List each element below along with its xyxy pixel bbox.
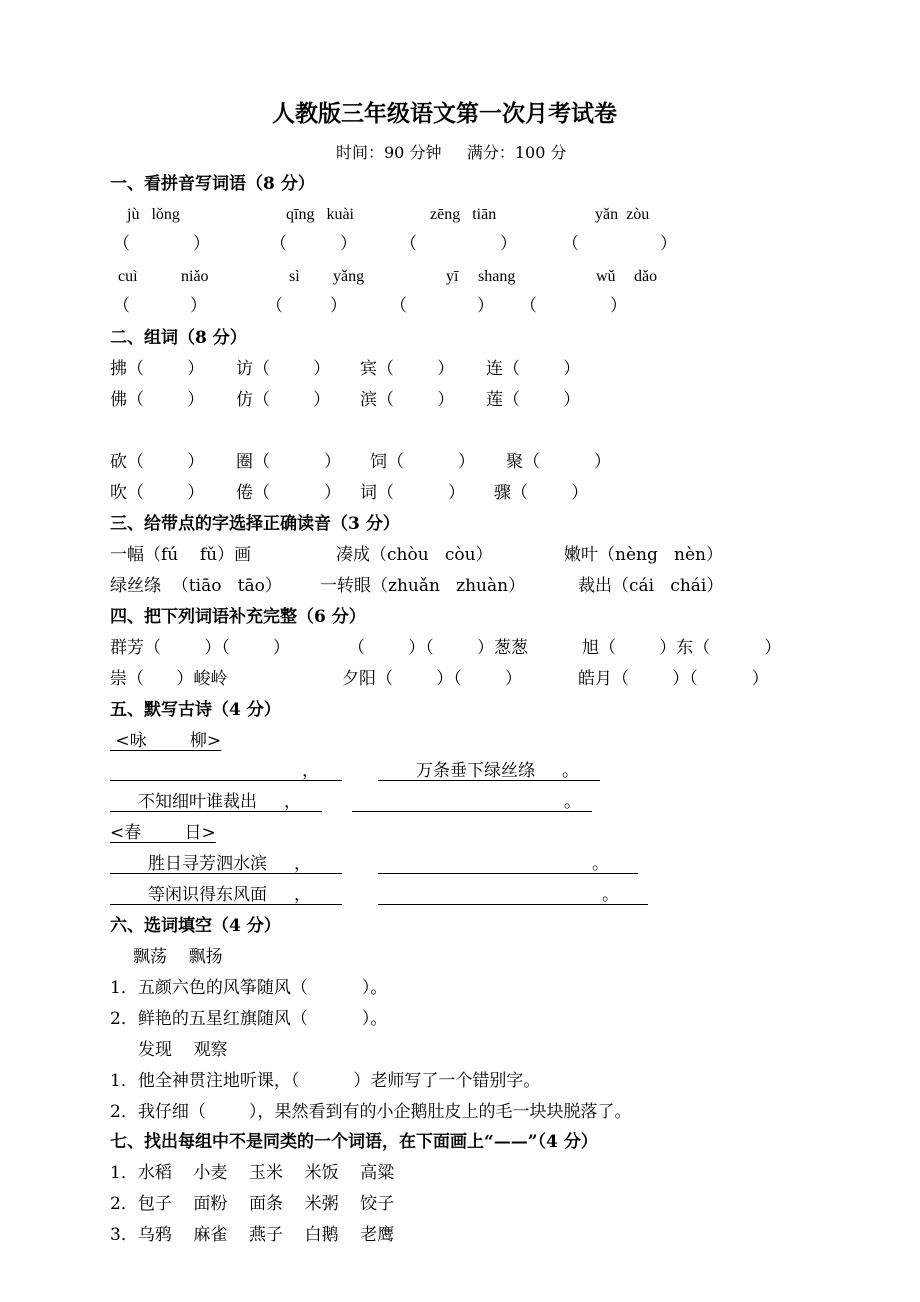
word-item: 骤（ ） [494,483,589,503]
answer-bracket: （ [520,296,537,316]
word-group-row: 1．水稻 小麦 玉米 米饭 高粱 [110,1163,395,1183]
pinyin-item: zēng tiān [430,206,497,223]
word-item: 滨（ ） [360,390,455,410]
poem-title: <咏 柳> [110,731,222,751]
poem-title: <春 日> [110,823,216,843]
pronunciation-item: 裁出（cái chái） [578,576,724,596]
pinyin-item: sì [289,268,300,285]
word-item: 倦（ ） [236,483,342,503]
word-item: 连（ ） [486,359,581,379]
poem-line-punct: ， [302,761,319,781]
pinyin-item: yī [446,268,459,285]
pronunciation-item: 嫩叶（nèng nèn） [564,545,724,565]
word-item: 拂（ ） [110,359,205,379]
idiom-item: 夕阳（ ）（ ） [342,669,522,689]
poem-line-punct: 。 [564,792,581,812]
pinyin-item: yǎng [333,268,365,285]
pinyin-item: cuì [118,268,138,285]
section-2-heading: 二、组词（8 分） [110,328,247,348]
pinyin-item: yǎn zòu [595,206,650,223]
word-group-row: 3．乌鸦 麻雀 燕子 白鹅 老鹰 [110,1225,395,1245]
section-3-heading: 三、给带点的字选择正确读音（3 分） [110,514,400,534]
answer-bracket: （ [113,296,130,316]
pinyin-item: niǎo [181,268,209,285]
section-4-heading: 四、把下列词语补充完整（6 分） [110,607,366,627]
pronunciation-item: 一幅（fú fǔ）画 [110,545,252,565]
pinyin-item: wǔ [596,268,616,285]
word-item: 宾（ ） [360,359,455,379]
answer-line [352,811,592,812]
answer-bracket: （ [400,234,417,254]
word-item: 仿（ ） [236,390,331,410]
pinyin-item: qīng kuài [286,206,354,223]
page-title: 人教版三年级语文第一次月考试卷 [272,100,617,127]
answer-bracket: ） [477,296,494,316]
idiom-item: （ ）（ ）葱葱 [348,638,528,658]
pronunciation-item: 凑成（chòu còu） [336,545,493,565]
poem-line-punct: 。 [602,885,619,905]
word-item: 圈（ ） [236,452,342,472]
section-6-heading: 六、选词填空（4 分） [110,916,281,936]
poem-line: 胜日寻芳泗水滨 ， [148,854,312,874]
poem-line: 不知细叶谁裁出 ， [138,792,302,812]
fill-question: 2．我仔细（ ），果然看到有的小企鹅肚皮上的毛一块块脱落了。 [110,1102,632,1122]
answer-bracket: （ [562,234,579,254]
word-item: 砍（ ） [110,452,205,472]
word-item: 访（ ） [236,359,331,379]
section-1-heading: 一、看拼音写词语（8 分） [110,174,315,194]
poem-line: 万条垂下绿丝绦 。 [416,761,580,781]
answer-bracket: ） [500,234,517,254]
word-item: 佛（ ） [110,390,205,410]
pinyin-item: shang [478,268,516,285]
exam-info: 时间：90 分钟 满分：100 分 [336,143,567,162]
answer-bracket: ） [610,296,627,316]
answer-bracket: ） [330,296,347,316]
fill-question: 1．五颜六色的风筝随风（ ）。 [110,978,388,998]
word-item: 莲（ ） [486,390,581,410]
answer-bracket: （ [113,234,130,254]
pronunciation-item: 一转眼（zhuǎn zhuàn） [320,576,526,596]
answer-bracket: ） [340,234,357,254]
word-group-row: 2．包子 面粉 面条 米粥 饺子 [110,1194,395,1214]
word-choices: 发现 观察 [138,1040,228,1060]
idiom-item: 崇（ ）峻岭 [110,669,228,689]
idiom-item: 旭（ ）东（ ） [582,638,782,658]
section-5-heading: 五、默写古诗（4 分） [110,700,281,720]
word-item: 饲（ ） [370,452,476,472]
answer-bracket: （ [266,296,283,316]
pinyin-item: jù lǒng [127,206,180,223]
word-item: 聚（ ） [506,452,612,472]
idiom-item: 皓月（ ）（ ） [578,669,769,689]
poem-line-punct: 。 [592,854,609,874]
word-item: 词（ ） [360,483,466,503]
section-7-heading: 七、找出每组中不是同类的一个词语，在下面画上“——”（4 分） [110,1132,598,1152]
idiom-item: 群芳（ ）（ ） [110,638,290,658]
answer-bracket: ） [193,234,210,254]
poem-line: 等闲识得东风面 ， [148,885,312,905]
fill-question: 1．他全神贯注地听课，（ ）老师写了一个错别字。 [110,1071,541,1091]
pronunciation-item: 绿丝绦 （tiāo tāo） [110,576,282,596]
word-choices: 飘荡 飘扬 [133,947,223,967]
answer-bracket: ） [660,234,677,254]
word-item: 吹（ ） [110,483,205,503]
answer-bracket: ） [190,296,207,316]
answer-bracket: （ [390,296,407,316]
fill-question: 2．鲜艳的五星红旗随风（ ）。 [110,1009,388,1029]
answer-bracket: （ [270,234,287,254]
pinyin-item: dǎo [634,268,658,285]
